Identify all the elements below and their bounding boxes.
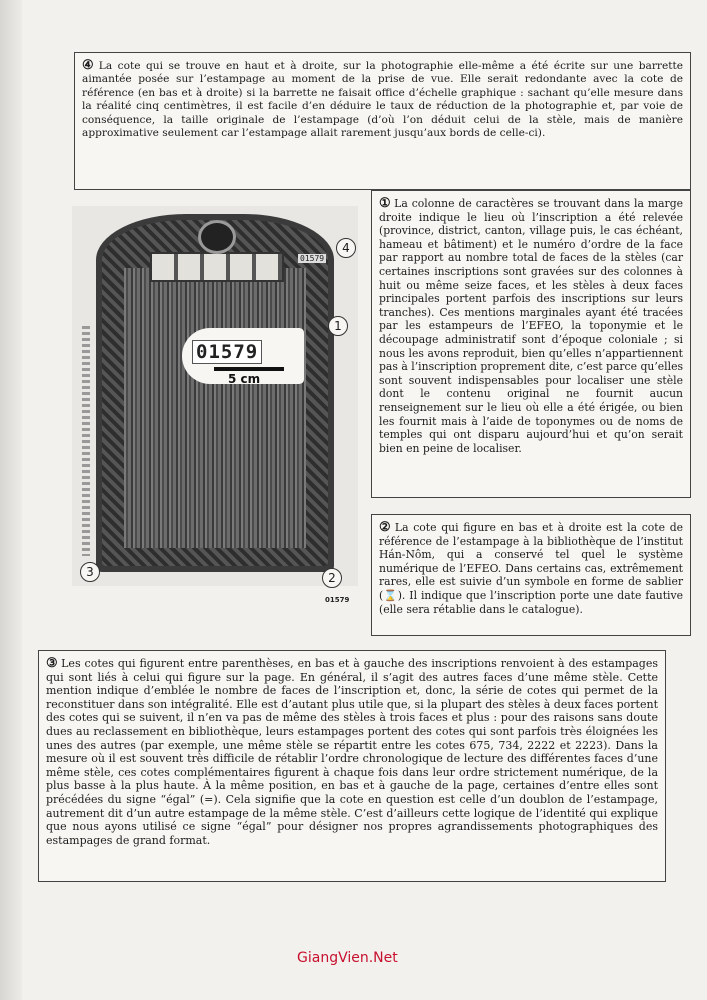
magnetic-tag-small: 01579 — [300, 254, 325, 263]
scale-bar — [214, 367, 284, 371]
stele-title-band — [150, 252, 284, 282]
note-number-1: ① — [379, 196, 392, 211]
marker-4: 4 — [336, 238, 356, 258]
marker-1: 1 — [328, 316, 348, 336]
note-number-4: ④ — [82, 58, 96, 73]
note-text-2: La cote qui figure en bas et à droite est la cote de référence de l’estampage à la bibliothèque de l’institut Hán-Nôm, qui a conservé tel quel le système numérique de l’EFEO. Dans certains cas, extrêmement rares, elle est suivie d’un symbole en forme de sablier (⌛). Il indique que l’inscription porte une date fautive (elle sera rétablie dans le catalogue). — [379, 521, 683, 616]
note-box-2 — [371, 514, 691, 636]
stele-photograph — [72, 206, 358, 604]
stele-inscription-area — [124, 268, 306, 548]
note-text-1: La colonne de caractères se trouvant dans la marge droite indique le lieu où l’inscription a été relevée (province, district, canton, village puis, le cas échéant, hameau et bâtiment) et le numéro d’ordre de la face par rapport au nombre total de faces de la stèles (car certaines inscriptions sont gravées sur des colonnes à huit ou même seize faces, et les stèles à deux faces principales portent parfois des inscriptions sur leurs tranches). Ces mentions marginales ayant été tracées par les estampeurs de l’EFEO, la toponymie et le découpage administratif sont d’époque coloniale ; si nous les avons reproduit, bien qu’elles n’appartiennent pas à l’inscription proprement dite, c’est parce qu’elles sont souvent indispensables pour localiser une stèle dont le contenu original ne fournit aucun renseignement sur le lieu où elle a été érigée, ou bien les fournit mais à l’aide de toponymes ou de noms de temples qui ont disparu aujourd’hui et qu’on serait bien en peine de localiser. — [379, 197, 683, 455]
stele-medallion — [198, 220, 236, 254]
note-box-4 — [74, 52, 691, 190]
note-box-3 — [38, 650, 666, 882]
marker-3: 3 — [80, 562, 100, 582]
note-box-1 — [371, 190, 691, 498]
page-edge — [0, 0, 22, 1000]
watermark: GiangVien.Net — [297, 950, 398, 966]
reference-code: 01579 — [325, 596, 350, 604]
note-number-2: ② — [379, 520, 392, 535]
scale-label: 5 cm — [228, 372, 261, 386]
note-number-3: ③ — [46, 656, 59, 671]
stele-side-text — [82, 326, 90, 556]
magnetic-tag-magnified: 01579 — [192, 340, 262, 364]
note-text-3: Les cotes qui figurent entre parenthèses, en bas et à gauche des inscriptions renvoient à des estampages qui sont liés à celui qui figure sur la page. En général, il s’agit des autres faces d’une même stèle. Cette mention indique d’emblée le nombre de faces de l’inscription et, donc, la série de cotes qui permet de la reconstituer dans son intégralité. Elle est d’autant plus utile que, si la plupart des stèles à deux faces portent des cotes qui se suivent, il n’en va pas de même des stèles à trois faces et plus : pour des raisons sans doute dues au reclassement en bibliothèque, leurs estampages portent des cotes qui sont parfois très éloignées les unes des autres (par exemple, une même stèle se répartit entre les cotes 675, 734, 2222 et 2223). Dans la mesure où il est souvent très difficile de rétablir l’ordre chronologique de lecture des différentes faces d’une même stèle, ces cotes complémentaires figurent à chaque fois dans leur ordre strictement numérique, de la plus basse à la plus haute. À la même position, en bas et à gauche de la page, certaines d’entre elles sont précédées du signe “égal” (=). Cela signifie que la cote en question est celle d’un doublon de l’estampage, autrement dit d’un autre estampage de la même stèle. C’est d’ailleurs cette logique de l’identité qui explique que nous ayons utilisé ce signe “égal” pour désigner nos propres agrandissements photographiques des estampages de grand format. — [46, 657, 658, 847]
marker-2: 2 — [322, 568, 342, 588]
note-text-4: La cote qui se trouve en haut et à droite, sur la photographie elle-même a été écrite sur une barrette aimantée posée sur l’estampage au moment de la prise de vue. Elle serait redondante avec la cote de référence (en bas et à droite) si la barrette ne faisait office d’échelle graphique : sachant qu’elle mesure dans la réalité cinq centimètres, il est facile d’en déduire le taux de réduction de la photographie et, par voie de conséquence, la taille originale de l’estampage (d’où l’on déduit celui de la stèle, mais de manière approximative seulement car l’estampage allait rarement jusqu’aux bords de celle-ci). — [82, 60, 683, 140]
